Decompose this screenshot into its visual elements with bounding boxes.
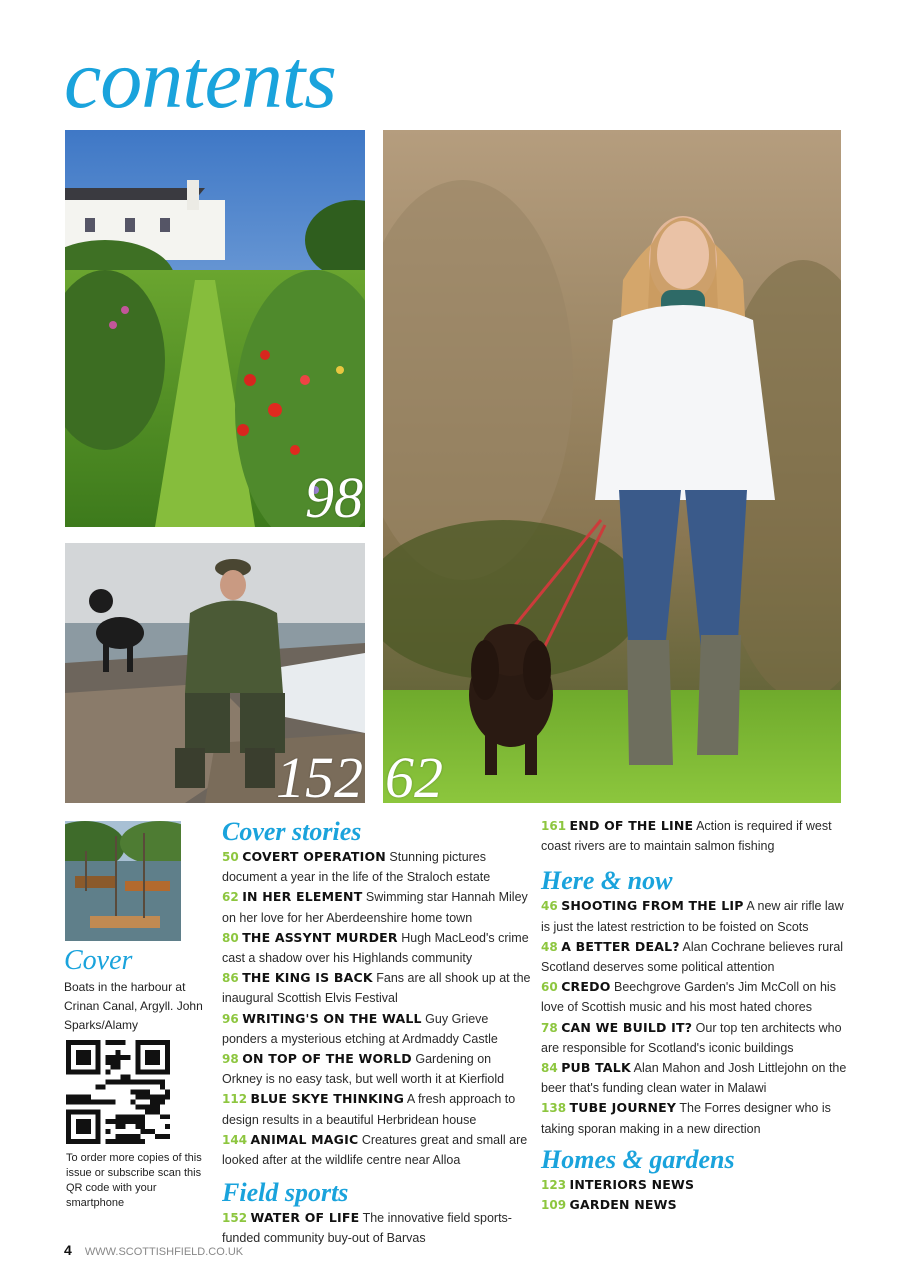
page-title: contents xyxy=(64,33,336,126)
entry-description: Alan Mahon and Josh Littlejohn on the beer that's funding clean water in Malawi xyxy=(541,1061,847,1096)
contents-entry[interactable] xyxy=(222,1009,532,1049)
section-here-and-now xyxy=(541,866,851,1138)
cover-thumbnail-image xyxy=(65,821,181,941)
section-heading: Field sports xyxy=(222,1178,349,1208)
garden-page-number: 98 xyxy=(305,465,363,527)
section-field-sports-continued xyxy=(541,816,851,856)
entry-headline: WRITING'S ON THE WALL xyxy=(242,1010,422,1026)
entry-description: Swimming star Hannah Miley on her love for her Aberdeenshire home town xyxy=(222,890,528,925)
contents-entry[interactable] xyxy=(222,887,532,927)
entry-headline: BLUE SKYE THINKING xyxy=(250,1091,405,1107)
entry-headline: PUB TALK xyxy=(561,1060,631,1076)
entry-headline: COVERT OPERATION xyxy=(242,849,386,864)
entry-headline: END OF THE LINE xyxy=(569,818,694,833)
entry-description: Creatures great and small are looked after at the wildlife centre near Alloa xyxy=(222,1132,528,1168)
contents-entry[interactable] xyxy=(222,1130,532,1170)
entry-page-number: 123 xyxy=(541,1177,567,1192)
cover-caption: Boats in the harbour at Crinan Canal, Argyll. John Sparks/Alamy xyxy=(64,980,203,1032)
entry-description: Beechgrove Garden's Jim McColl on his love of Scottish music and his most hated chores xyxy=(541,980,836,1015)
section-homes-and-gardens xyxy=(541,1145,851,1215)
contents-entry[interactable] xyxy=(222,1049,532,1089)
entry-page-number: 86 xyxy=(222,971,239,986)
fisherman-page-number: 152 xyxy=(276,745,363,803)
entry-headline: WATER OF LIFE xyxy=(250,1210,360,1226)
entry-description: Our top ten architects who are responsible for Scotland's iconic buildings xyxy=(541,1020,842,1055)
entry-headline: IN HER ELEMENT xyxy=(242,889,363,905)
entry-page-number: 109 xyxy=(541,1198,567,1213)
entry-description: Action is required if west coast rivers are to maintain salmon fishing xyxy=(541,819,832,854)
contents-entry[interactable] xyxy=(541,816,851,856)
entry-description: A new air rifle law is just the latest restriction to be foisted on Scots xyxy=(541,899,844,934)
section-cover-stories xyxy=(222,817,532,1170)
entry-headline: INTERIORS NEWS xyxy=(569,1176,695,1192)
garden-photo xyxy=(65,130,365,527)
section-heading: Homes & gardens xyxy=(541,1144,735,1174)
section-heading: Cover stories xyxy=(222,817,362,846)
main-photo-image xyxy=(383,130,841,803)
entry-headline: THE ASSYNT MURDER xyxy=(242,929,398,945)
section-heading: Here & now xyxy=(541,866,673,896)
section-field-sports xyxy=(222,1178,532,1248)
page-footer xyxy=(64,1242,243,1258)
entry-page-number: 112 xyxy=(222,1092,248,1107)
section-items xyxy=(222,1208,532,1248)
entry-page-number: 96 xyxy=(222,1011,239,1026)
contents-entry[interactable] xyxy=(222,847,532,887)
contents-column-1 xyxy=(222,817,532,1249)
entry-page-number: 60 xyxy=(541,980,558,995)
entry-page-number: 62 xyxy=(222,890,239,905)
entry-page-number: 80 xyxy=(222,930,239,945)
entry-page-number: 84 xyxy=(541,1061,558,1076)
contents-entry[interactable] xyxy=(541,1195,851,1215)
qr-caption: To order more copies of this issue or subscribe scan this QR code with your smartphone xyxy=(66,1152,202,1209)
contents-entry[interactable] xyxy=(541,896,851,936)
entry-page-number: 138 xyxy=(541,1101,567,1116)
contents-entry[interactable] xyxy=(541,937,851,977)
cover-heading: Cover xyxy=(64,945,133,976)
entry-page-number: 46 xyxy=(541,899,558,914)
page-number: 4 xyxy=(64,1242,72,1258)
section-items xyxy=(222,847,532,1170)
contents-entry[interactable] xyxy=(541,1018,851,1058)
contents-entry[interactable] xyxy=(541,1175,851,1195)
contents-entry[interactable] xyxy=(222,1089,532,1129)
entry-page-number: 50 xyxy=(222,850,239,864)
contents-entry[interactable] xyxy=(541,977,851,1017)
entry-description: Fans are all shook up at the inaugural Scottish Elvis Festival xyxy=(222,971,531,1006)
main-page-number: 62 xyxy=(385,745,443,803)
entry-description: Hugh MacLeod's crime cast a shadow over his Highlands community xyxy=(222,930,529,966)
entry-page-number: 48 xyxy=(541,939,558,954)
entry-headline: TUBE JOURNEY xyxy=(569,1100,677,1116)
section-items xyxy=(541,1175,851,1215)
contents-entry[interactable] xyxy=(222,1208,532,1248)
contents-column-2 xyxy=(541,816,851,1215)
contents-entry[interactable] xyxy=(541,1098,851,1138)
qr-code-image xyxy=(66,1040,170,1144)
entry-page-number: 161 xyxy=(541,819,567,833)
entry-page-number: 98 xyxy=(222,1052,239,1067)
website-url[interactable]: WWW.SCOTTISHFIELD.CO.UK xyxy=(84,1246,244,1258)
entry-description: The Forres designer who is taking sporan making in a new direction xyxy=(541,1101,831,1136)
main-photo xyxy=(383,130,841,803)
entry-headline: ON TOP OF THE WORLD xyxy=(242,1051,412,1067)
entry-page-number: 152 xyxy=(222,1211,248,1226)
entry-description: Gardening on Orkney is no easy task, but well worth it at Kierfiold xyxy=(222,1052,505,1087)
entry-description: Guy Grieve ponders a mysterious etching at Ardmaddy Castle xyxy=(222,1011,498,1046)
entry-headline: GARDEN NEWS xyxy=(569,1197,677,1213)
entry-page-number: 144 xyxy=(222,1132,248,1147)
fisherman-photo xyxy=(65,543,365,803)
qr-code[interactable] xyxy=(66,1040,170,1144)
contents-entry[interactable] xyxy=(541,1058,851,1098)
contents-entry[interactable] xyxy=(222,968,532,1008)
cover-thumbnail xyxy=(65,821,181,941)
entry-page-number: 78 xyxy=(541,1020,558,1035)
contents-entry[interactable] xyxy=(222,928,532,968)
entry-description: A fresh approach to design results in a beautiful Herbridean house xyxy=(222,1092,516,1127)
entry-headline: THE KING IS BACK xyxy=(242,970,373,986)
entry-description: Stunning pictures document a year in the life of the Straloch estate xyxy=(222,850,491,885)
entry-headline: CAN WE BUILD IT? xyxy=(561,1019,693,1035)
entry-description: Alan Cochrane believes rural Scotland deserves some political attention xyxy=(541,939,844,975)
entry-headline: ANIMAL MAGIC xyxy=(250,1131,359,1147)
entry-description: The innovative field sports-funded community buy-out of Barvas xyxy=(222,1211,512,1246)
section-items xyxy=(541,896,851,1138)
entry-headline: A BETTER DEAL? xyxy=(561,938,680,954)
entry-headline: SHOOTING FROM THE LIP xyxy=(561,898,744,914)
entry-headline: CREDO xyxy=(561,979,611,995)
